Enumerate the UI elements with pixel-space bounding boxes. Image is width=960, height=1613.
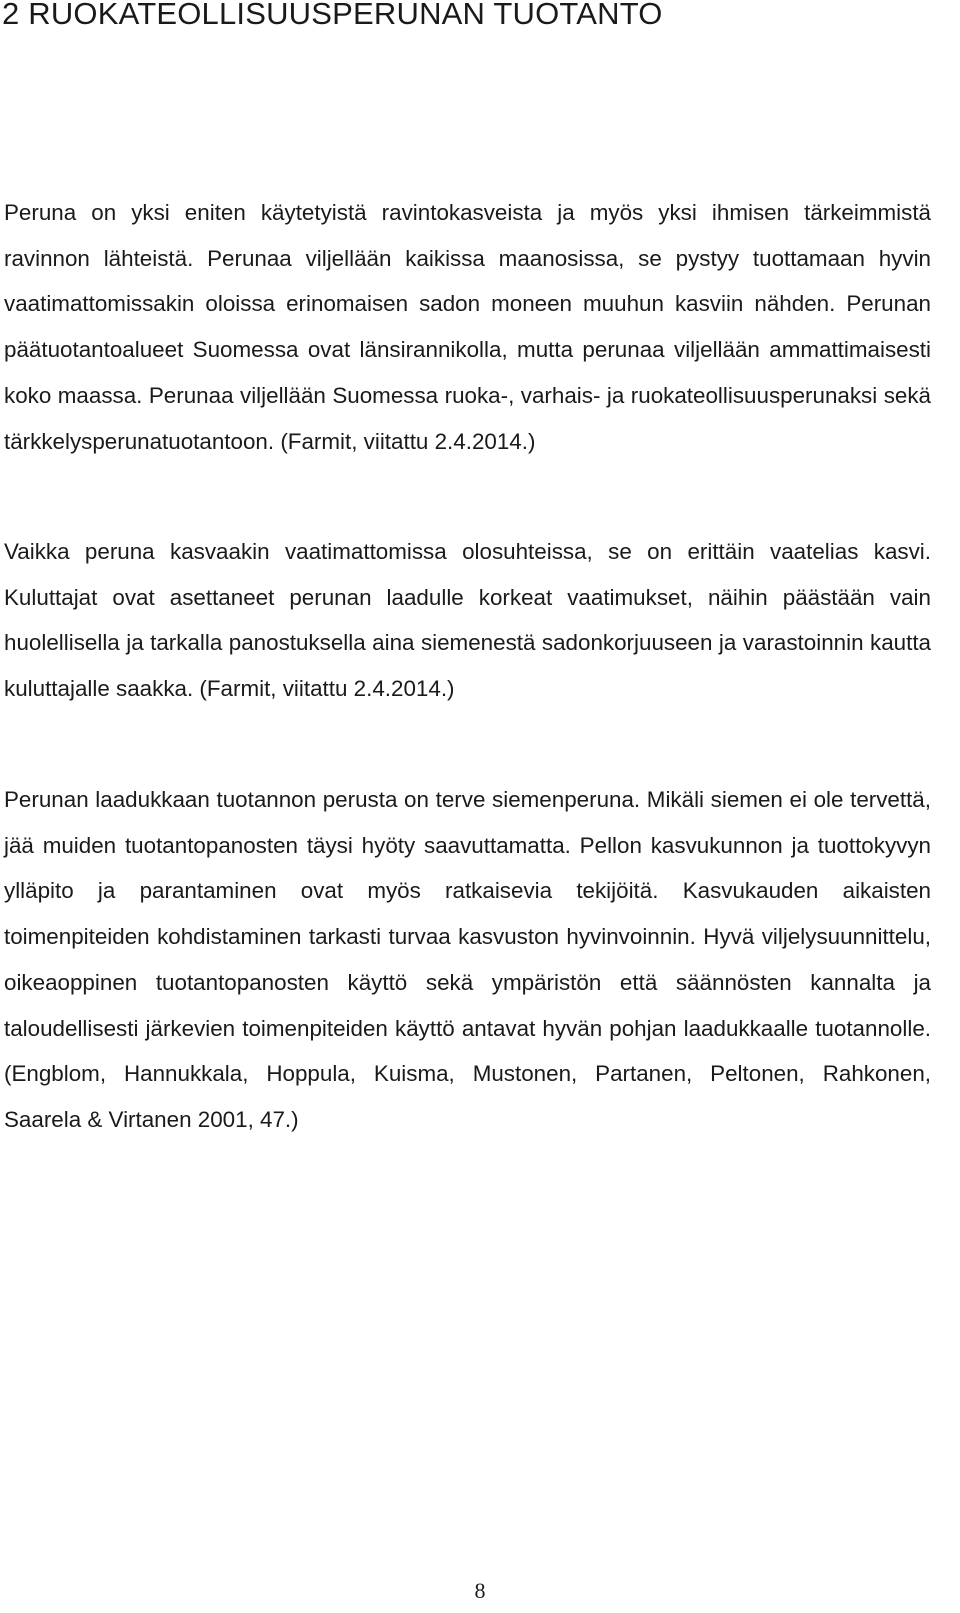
chapter-heading: 2 RUOKATEOLLISUUSPERUNAN TUOTANTO	[2, 0, 663, 31]
paragraph-seed-potato: Perunan laadukkaan tuotannon perusta on terve siemenperuna. Mikäli siemen ei ole tervettä, jää muiden tuotantopanosten täysi hyöty saavuttamatta. Pellon kasvukunnon ja tuottokyvyn ylläpito ja parantaminen ovat myös ratkaisevia tekijöitä. Kasvukauden aikaisten toimenpiteiden kohdistaminen tarkasti turvaa kasvuston hyvinvoinnin. Hyvä viljelysuunnittelu, oikeaoppinen tuotantopanosten käyttö sekä ympäristön että säännösten kannalta ja taloudellisesti järkevien toimenpiteiden käyttö antavat hyvän pohjan laadukkaalle tuotannolle. (Engblom, Hannukkala, Hoppula, Kuisma, Mustonen, Partanen, Peltonen, Rahkonen, Saarela & Virtanen 2001, 47.)	[4, 787, 931, 1132]
paragraph-quality-requirements: Vaikka peruna kasvaakin vaatimattomissa olosuhteissa, se on erittäin vaatelias kasvi. Kuluttajat ovat asettaneet perunan laadulle korkeat vaatimukset, näihin päästään vain huolellisella ja tarkalla panostuksella aina siemenestä sadonkorjuuseen ja varastoinnin kautta kuluttajalle saakka. (Farmit, viitattu 2.4.2014.)	[4, 539, 931, 702]
page-number: 8	[474, 1578, 486, 1603]
paragraph-potato-overview: Peruna on yksi eniten käytetyistä ravintokasveista ja myös yksi ihmisen tärkeimmistä ravinnon lähteistä. Perunaa viljellään kaikissa maanosissa, se pystyy tuottamaan hyvin vaatimattomissakin oloissa erinomaisen sadon moneen muuhun kasviin nähden. Perunan päätuotantoalueet Suomessa ovat länsirannikolla, mutta perunaa viljellään ammattimaisesti koko maassa. Perunaa viljellään Suomessa ruoka-, varhais- ja ruokateollisuusperunaksi sekä tärkkelysperunatuotantoon. (Farmit, viitattu 2.4.2014.)	[4, 200, 931, 454]
